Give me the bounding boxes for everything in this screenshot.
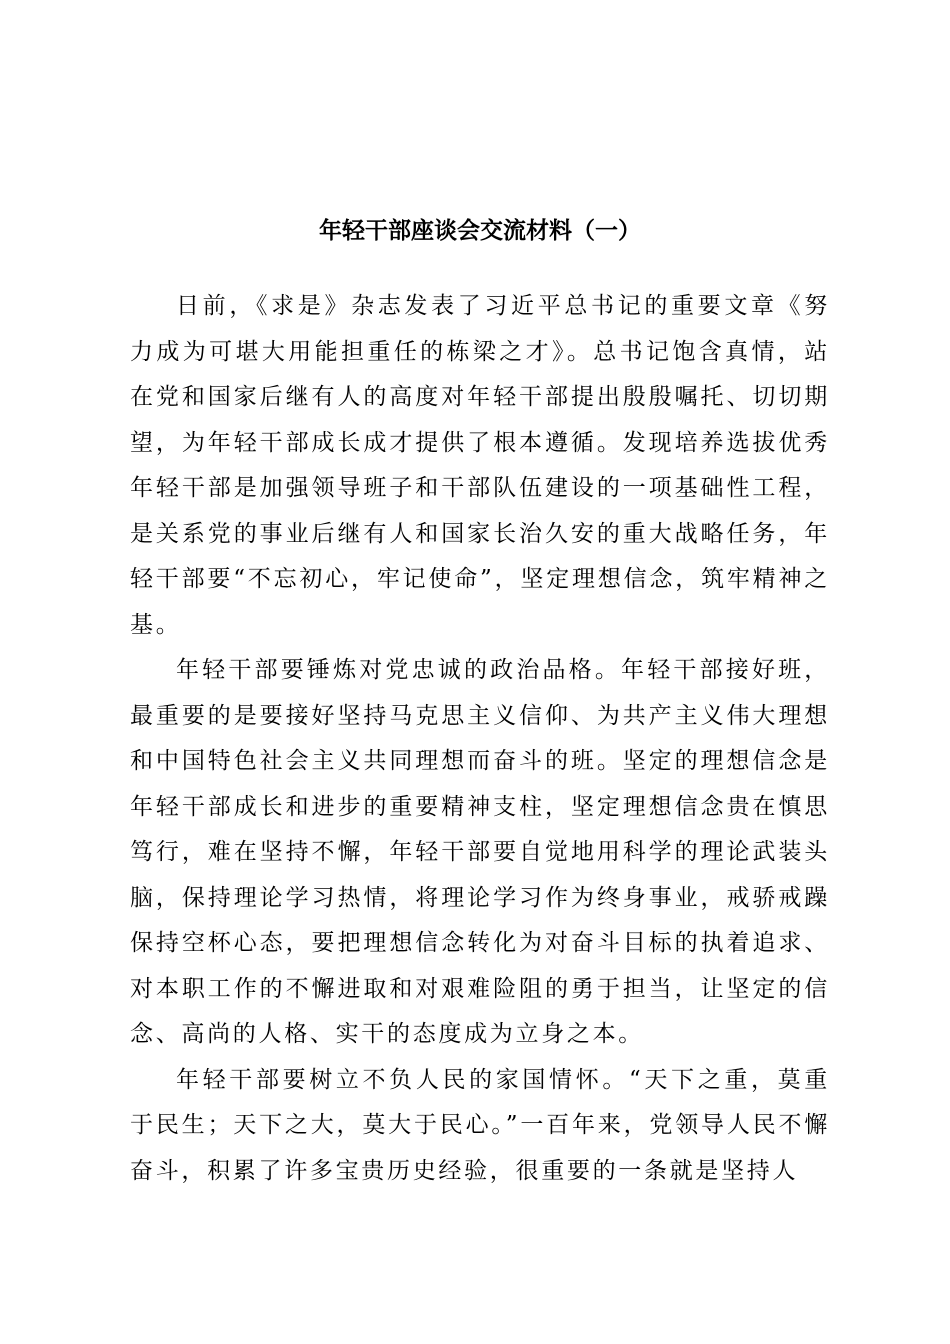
document-body — [130, 284, 830, 1194]
paragraph-1: 日前，《求是》杂志发表了习近平总书记的重要文章《努力成为可堪大用能担重任的栋梁之才》。总书记饱含真情，站在党和国家后继有人的高度对年轻干部提出殷殷嘱托、切切期望，为年轻干部成长成才提供了根本遵循。发现培养选拔优秀年轻干部是加强领导班子和干部队伍建设的一项基础性工程，是关系党的事业后继有人和国家长治久安的重大战略任务，年轻干部要“不忘初心，牢记使命”，坚定理想信念，筑牢精神之基。 — [130, 293, 830, 638]
document-title: 年轻干部座谈会交流材料（一） — [319, 217, 641, 244]
paragraph-2: 年轻干部要锤炼对党忠诚的政治品格。年轻干部接好班，最重要的是要接好坚持马克思主义信仰、为共产主义伟大理想和中国特色社会主义共同理想而奋斗的班。坚定的理想信念是年轻干部成长和进步的重要精神支柱，坚定理想信念贵在慎思笃行，难在坚持不懈，年轻干部要自觉地用科学的理论武装头脑，保持理论学习热情，将理论学习作为终身事业，戒骄戒躁保持空杯心态，要把理想信念转化为对奋斗目标的执着追求、对本职工作的不懈进取和对艰难险阻的勇于担当，让坚定的信念、高尚的人格、实干的态度成为立身之本。 — [130, 657, 830, 1047]
paragraph-3: 年轻干部要树立不负人民的家国情怀。“天下之重，莫重于民生；天下之大，莫大于民心。”一百年来，党领导人民不懈奋斗，积累了许多宝贵历史经验，很重要的一条就是坚持人 — [130, 1066, 830, 1184]
